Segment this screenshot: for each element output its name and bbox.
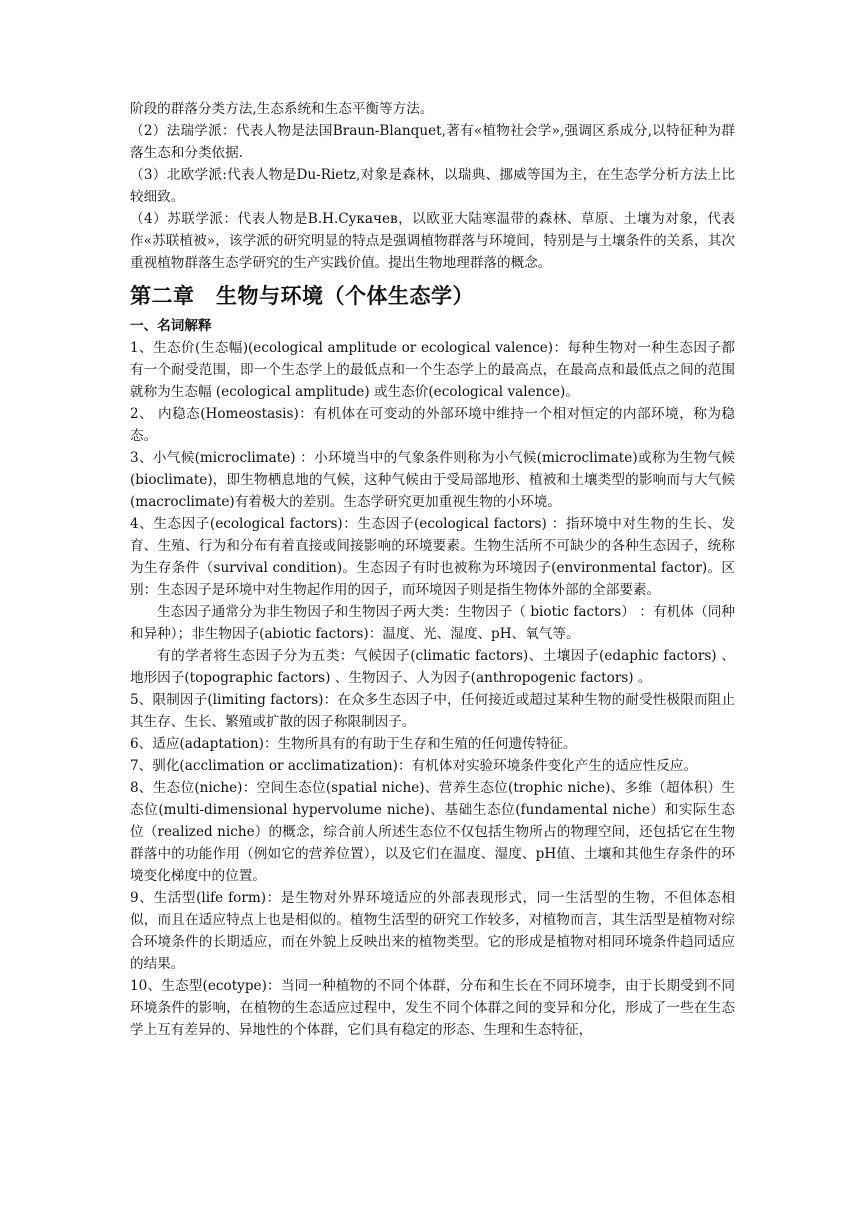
term-niche: 8、生态位(niche)：空间生态位(spatial niche)、营养生态位(trophic niche)、多维（超体积）生态位(multi-dimensional hypervolume niche)、基础生态位(fundamental niche）和实际生态位（realized niche）的概念，综合前人所述生态位不仅包括生物所占的物理空间，还包括它在生物群落中的功能作用（例如它的营养位置），以及它们在温度、湿度、pH值、土壤和其他生存条件的环境变化梯度中的位置。 (130, 780, 735, 884)
term-ecological-factors: 4、生态因子(ecological factors)：生态因子(ecological factors) ：指环境中对生物的生长、发育、生殖、行为和分布有着直接或间接影响的环境要素。生物生活所不可缺少的各种生态因子，统称为生存条件（survival condition)。生态因子有时也被称为环境因子(environmental factor)。区别：生态因子是环境中对生物起作用的因子，而环境因子则是指生物体外部的全部要素。 (130, 516, 735, 598)
intro-item-braun-blanquet: （2）法瑞学派：代表人物是法国Braun-Blanquet,著有«植物社会学»,强调区系成分,以特征种为群落生态和分类依据. (130, 123, 735, 161)
intro-line-continuation: 阶段的群落分类方法,生态系统和生态平衡等方法。 (130, 101, 434, 117)
term-ecological-factors-five-types: 有的学者将生态因子分为五类：气候因子(climatic factors)、土壤因子(edaphic factors) 、地形因子(topographic factors) 、生物因子、人为因子(anthropogenic factors) 。 (130, 648, 735, 686)
section-title: 一、名词解释 (130, 318, 212, 334)
term-life-form: 9、生活型(life form)：是生物对外界环境适应的外部表现形式，同一生活型的生物，不但体态相似，而且在适应特点上也是相似的。植物生活型的研究工作较多，对植物而言，其生活型是植物对综合环境条件的长期适应，而在外貌上反映出来的植物类型。它的形成是植物对相同环境条件趋同适应的结果。 (130, 890, 735, 972)
chapter-title: 第二章 生物与环境（个体生态学） (130, 284, 474, 308)
term-homeostasis: 2、 内稳态(Homeostasis)：有机体在可变动的外部环境中维持一个相对恒定的内部环境，称为稳态。 (130, 406, 735, 444)
intro-item-soviet-school: （4）苏联学派：代表人物是B.H.Cyкачев，以欧亚大陆寒温带的森林、草原、土壤为对象，代表作«苏联植被»，该学派的研究明显的特点是强调植物群落与环境间，特别是与土壤条件的关系，其次重视植物群落生态学研究的生产实践价值。提出生物地理群落的概念。 (130, 211, 735, 271)
document-page (130, 98, 735, 1041)
term-ecological-amplitude: 1、生态价(生态幅)(ecological amplitude or ecological valence)：每种生物对一种生态因子都有一个耐受范围，即一个生态学上的最低点和一个生态学上的最高点，在最高点和最低点之间的范围就称为生态幅 (ecological amplitude) 或生态价(ecological valence)。 (130, 340, 735, 400)
term-ecological-factors-classification: 生态因子通常分为非生物因子和生物因子两大类：生物因子（ biotic factors） ：有机体（同种和异种）；非生物因子(abiotic factors)：温度、光、湿度、pH、氧气等。 (130, 604, 735, 642)
term-acclimation: 7、驯化(acclimation or acclimatization)：有机体对实验环境条件变化产生的适应性反应。 (130, 758, 698, 774)
term-limiting-factors: 5、限制因子(limiting factors)：在众多生态因子中，任何接近或超过某种生物的耐受性极限而阻止其生存、生长、繁殖或扩散的因子称限制因子。 (130, 692, 735, 730)
term-adaptation: 6、适应(adaptation)：生物所具有的有助于生存和生殖的任何遗传特征。 (130, 736, 577, 752)
intro-item-du-rietz: （3）北欧学派:代表人物是Du-Rietz,对象是森林，以瑞典、挪威等国为主，在生态学分析方法上比较细致。 (130, 167, 735, 205)
term-microclimate: 3、小气候(microclimate) ：小环境当中的气象条件则称为小气候(microclimate)或称为生物气候(bioclimate)，即生物栖息地的气候，这种气候由于受局部地形、植被和土壤类型的影响而与大气候(macroclimate)有着极大的差别。生态学研究更加重视生物的小环境。 (130, 450, 735, 510)
term-ecotype: 10、生态型(ecotype)：当同一种植物的不同个体群，分布和生长在不同环境李，由于长期受到不同环境条件的影响，在植物的生态适应过程中，发生不同个体群之间的变异和分化，形成了一些在生态学上互有差异的、异地性的个体群，它们具有稳定的形态、生理和生态特征， (130, 978, 735, 1038)
